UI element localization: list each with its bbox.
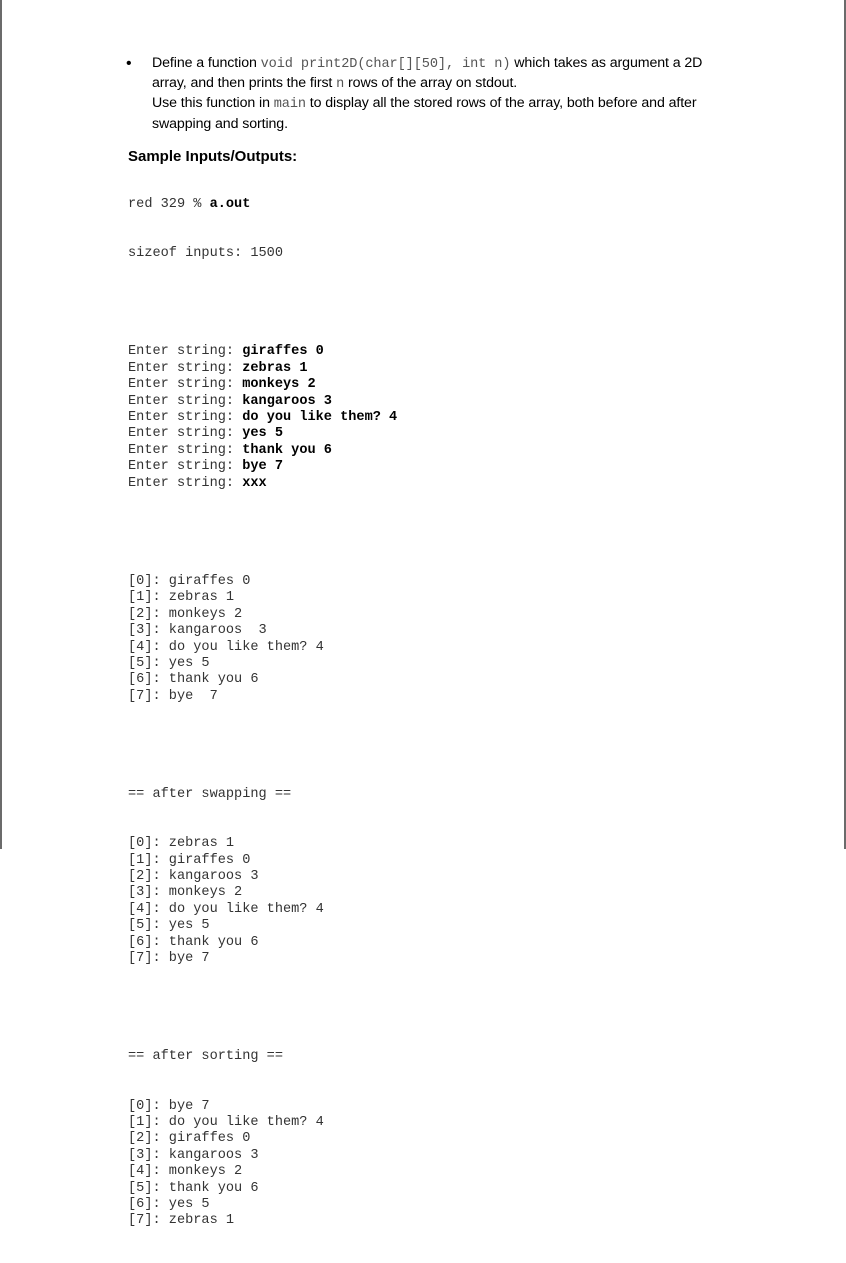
- array-row: [6]: thank you 6: [128, 934, 259, 950]
- array-row: [1]: giraffes 0: [128, 852, 251, 868]
- terminal-output: [128, 164, 397, 1263]
- user-input: do you like them? 4: [242, 409, 398, 425]
- input-line: [128, 344, 397, 360]
- array-row: [0]: giraffes 0: [128, 573, 251, 589]
- array-row: [1]: zebras 1: [128, 590, 235, 606]
- user-input: giraffes 0: [242, 344, 324, 360]
- user-input: thank you 6: [242, 442, 332, 458]
- input-line: [128, 476, 397, 492]
- swapped-rows: [128, 836, 397, 967]
- array-row: [0]: bye 7: [128, 1098, 210, 1114]
- array-row: [7]: bye 7: [128, 688, 218, 704]
- user-input: xxx: [242, 475, 267, 491]
- input-prompt: Enter string:: [128, 360, 243, 376]
- array-row: [3]: monkeys 2: [128, 885, 243, 901]
- array-row: [1]: do you like them? 4: [128, 1115, 324, 1131]
- shell-prompt-line: red 329 % a.out: [128, 196, 251, 212]
- array-row: [2]: kangaroos 3: [128, 869, 259, 885]
- input-prompt: Enter string:: [128, 409, 243, 425]
- sorted-rows: [128, 1099, 397, 1230]
- array-row: [5]: yes 5: [128, 655, 210, 671]
- swapping-header: == after swapping ==: [128, 787, 292, 803]
- array-row: [7]: bye 7: [128, 951, 210, 967]
- array-row: [4]: monkeys 2: [128, 1164, 243, 1180]
- array-row: [2]: monkeys 2: [128, 606, 243, 622]
- input-prompt: Enter string:: [128, 393, 243, 409]
- array-row: [5]: yes 5: [128, 918, 210, 934]
- input-line: [128, 361, 397, 377]
- input-line: [128, 394, 397, 410]
- input-line: [128, 410, 397, 426]
- input-line: [128, 443, 397, 459]
- instruction-line-2: array, and then prints the first n rows of the array on stdout.: [152, 75, 518, 93]
- input-prompt: Enter string:: [128, 459, 243, 475]
- sample-io-heading: Sample Inputs/Outputs:: [128, 148, 298, 165]
- blank-line: [128, 1000, 397, 1016]
- array-row: [5]: thank you 6: [128, 1180, 259, 1196]
- user-input: bye 7: [242, 459, 284, 475]
- input-prompt: Enter string:: [128, 442, 243, 458]
- user-input: monkeys 2: [242, 377, 316, 393]
- input-prompt: Enter string:: [128, 475, 243, 491]
- array-row: [7]: zebras 1: [128, 1213, 235, 1229]
- instruction-bullet: [126, 54, 726, 134]
- array-row: [6]: yes 5: [128, 1196, 210, 1212]
- array-row: [2]: giraffes 0: [128, 1131, 251, 1147]
- instruction-line-4: swapping and sorting.: [152, 115, 288, 132]
- input-prompt: Enter string:: [128, 377, 243, 393]
- input-line: [128, 459, 397, 475]
- user-input: zebras 1: [242, 360, 308, 376]
- input-prompt: Enter string:: [128, 426, 243, 442]
- instruction-line-1: Define a function void print2D(char[][50], int n) which takes as argument a 2D: [152, 55, 703, 72]
- input-prompt: Enter string:: [128, 344, 243, 360]
- input-line: [128, 377, 397, 393]
- instruction-line-3: Use this function in main to display all the stored rows of the array, both before and after: [152, 95, 697, 113]
- input-lines: [128, 344, 397, 492]
- initial-rows: [128, 574, 397, 705]
- blank-line: [128, 738, 397, 754]
- user-input: yes 5: [242, 426, 284, 442]
- blank-line: [128, 295, 397, 311]
- array-row: [4]: do you like them? 4: [128, 901, 324, 917]
- blank-line: [128, 525, 397, 541]
- array-row: [3]: kangaroos 3: [128, 623, 267, 639]
- array-row: [0]: zebras 1: [128, 836, 235, 852]
- sorting-header: == after sorting ==: [128, 1049, 283, 1065]
- instruction-text: [152, 54, 726, 134]
- sizeof-line: sizeof inputs: 1500: [128, 246, 283, 262]
- array-row: [6]: thank you 6: [128, 672, 259, 688]
- array-row: [3]: kangaroos 3: [128, 1147, 259, 1163]
- bullet-icon: •: [126, 55, 132, 72]
- document-page: [2, 0, 844, 1229]
- input-line: [128, 426, 397, 442]
- user-input: kangaroos 3: [242, 393, 332, 409]
- array-row: [4]: do you like them? 4: [128, 639, 324, 655]
